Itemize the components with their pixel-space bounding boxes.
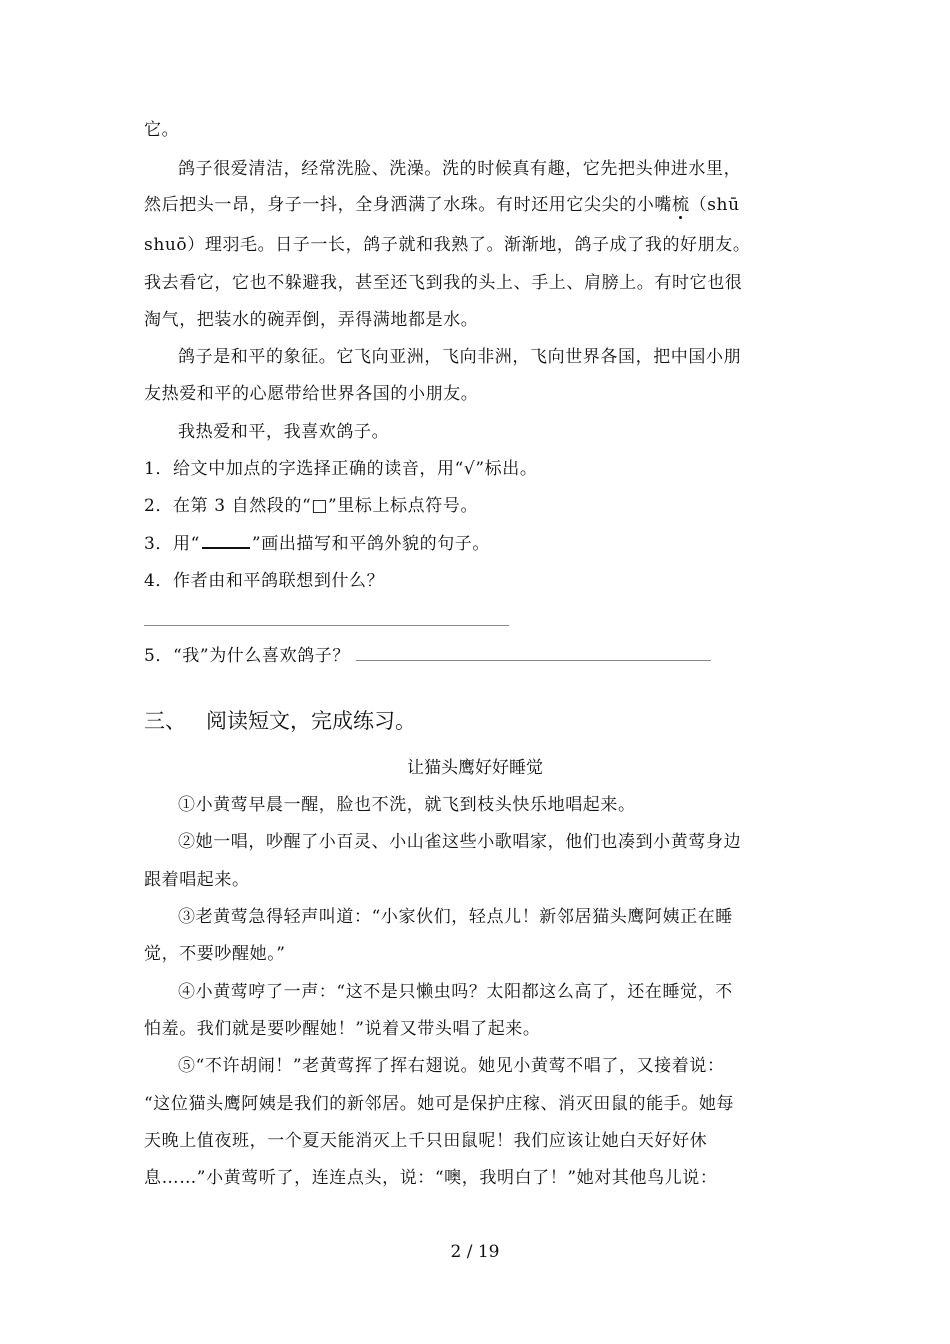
paragraph-line: 我热爱和平，我喜欢鸽子。	[178, 422, 390, 442]
dotted-character: 梳	[672, 195, 690, 215]
question-4: 4．作者由和平鸽联想到什么？	[144, 571, 385, 591]
passage-line: 觉，不要吵醒她。”	[144, 944, 286, 964]
passage-line: 怕羞。我们就是要吵醒她！”说着又带头唱了起来。	[144, 1019, 541, 1039]
paragraph-line: 淘气，把装水的碗弄倒，弄得满地都是水。	[144, 310, 479, 330]
paragraph-line: 然后把头一昂，身子一抖，全身洒满了水珠。有时还用它尖尖的小嘴梳（shū	[144, 195, 740, 215]
question-1: 1．给文中加点的字选择正确的读音，用“√”标出。	[144, 459, 538, 479]
passage-line: ③老黄莺急得轻声叫道：“小家伙们，轻点儿！新邻居猫头鹰阿姨正在睡	[178, 907, 733, 927]
answer-line-q5[interactable]	[356, 644, 711, 661]
question-2: 2．在第 3 自然段的“□”里标上标点符号。	[144, 496, 479, 516]
answer-line-q4[interactable]	[144, 625, 509, 626]
paragraph-line: 鸽子是和平的象征。它飞向亚洲，飞向非洲，飞向世界各国，把中国小朋	[178, 347, 742, 367]
section-title: 阅读短文，完成练习。	[206, 709, 416, 733]
question-3: 3．用“ ”画出描写和平鸽外貌的句子。	[144, 534, 491, 554]
passage-line: ②她一唱，吵醒了小百灵、小山雀这些小歌唱家，他们也凑到小黄莺身边	[178, 832, 742, 852]
passage-line: 息……”小黄莺听了，连连点头，说：“噢，我明白了！”她对其他鸟儿说：	[144, 1168, 718, 1188]
paragraph-line: 我去看它，它也不躲避我，甚至还飞到我的头上、手上、肩膀上。有时它也很	[144, 273, 743, 293]
passage-line: ①小黄莺早晨一醒，脸也不洗，就飞到枝头快乐地唱起来。	[178, 795, 636, 815]
paragraph-line: 鸽子很爱清洁，经常洗脸、洗澡。洗的时候真有趣，它先把头伸进水里，	[178, 159, 742, 179]
paragraph-line: shuō）理羽毛。日子一长，鸽子就和我熟了。渐渐地，鸽子成了我的好朋友。	[144, 235, 751, 255]
paragraph-line: 友热爱和平的心愿带给世界各国的小朋友。	[144, 384, 479, 404]
paragraph-line: 它。	[144, 120, 180, 140]
passage-line: 跟着唱起来。	[144, 870, 250, 890]
section-number: 三、	[144, 709, 186, 733]
passage-line: ④小黄莺哼了一声：“这不是只懒虫吗？太阳都这么高了，还在睡觉，不	[178, 982, 733, 1002]
section-heading	[144, 707, 416, 735]
passage-line: “这位猫头鹰阿姨是我们的新邻居。她可是保护庄稼、消灭田鼠的能手。她每	[144, 1094, 735, 1114]
underline-sample	[202, 533, 250, 549]
question-5: 5．“我”为什么喜欢鸽子？	[144, 644, 804, 668]
passage-line: ⑤“不许胡闹！”老黄莺挥了挥右翅说。她见小黄莺不唱了，又接着说：	[178, 1056, 725, 1076]
page-number: 2 / 19	[450, 1242, 500, 1262]
passage-title: 让猫头鹰好好睡觉	[407, 758, 543, 778]
passage-line: 天晚上值夜班，一个夏天能消灭上千只田鼠呢！我们应该让她白天好好休	[144, 1131, 708, 1151]
